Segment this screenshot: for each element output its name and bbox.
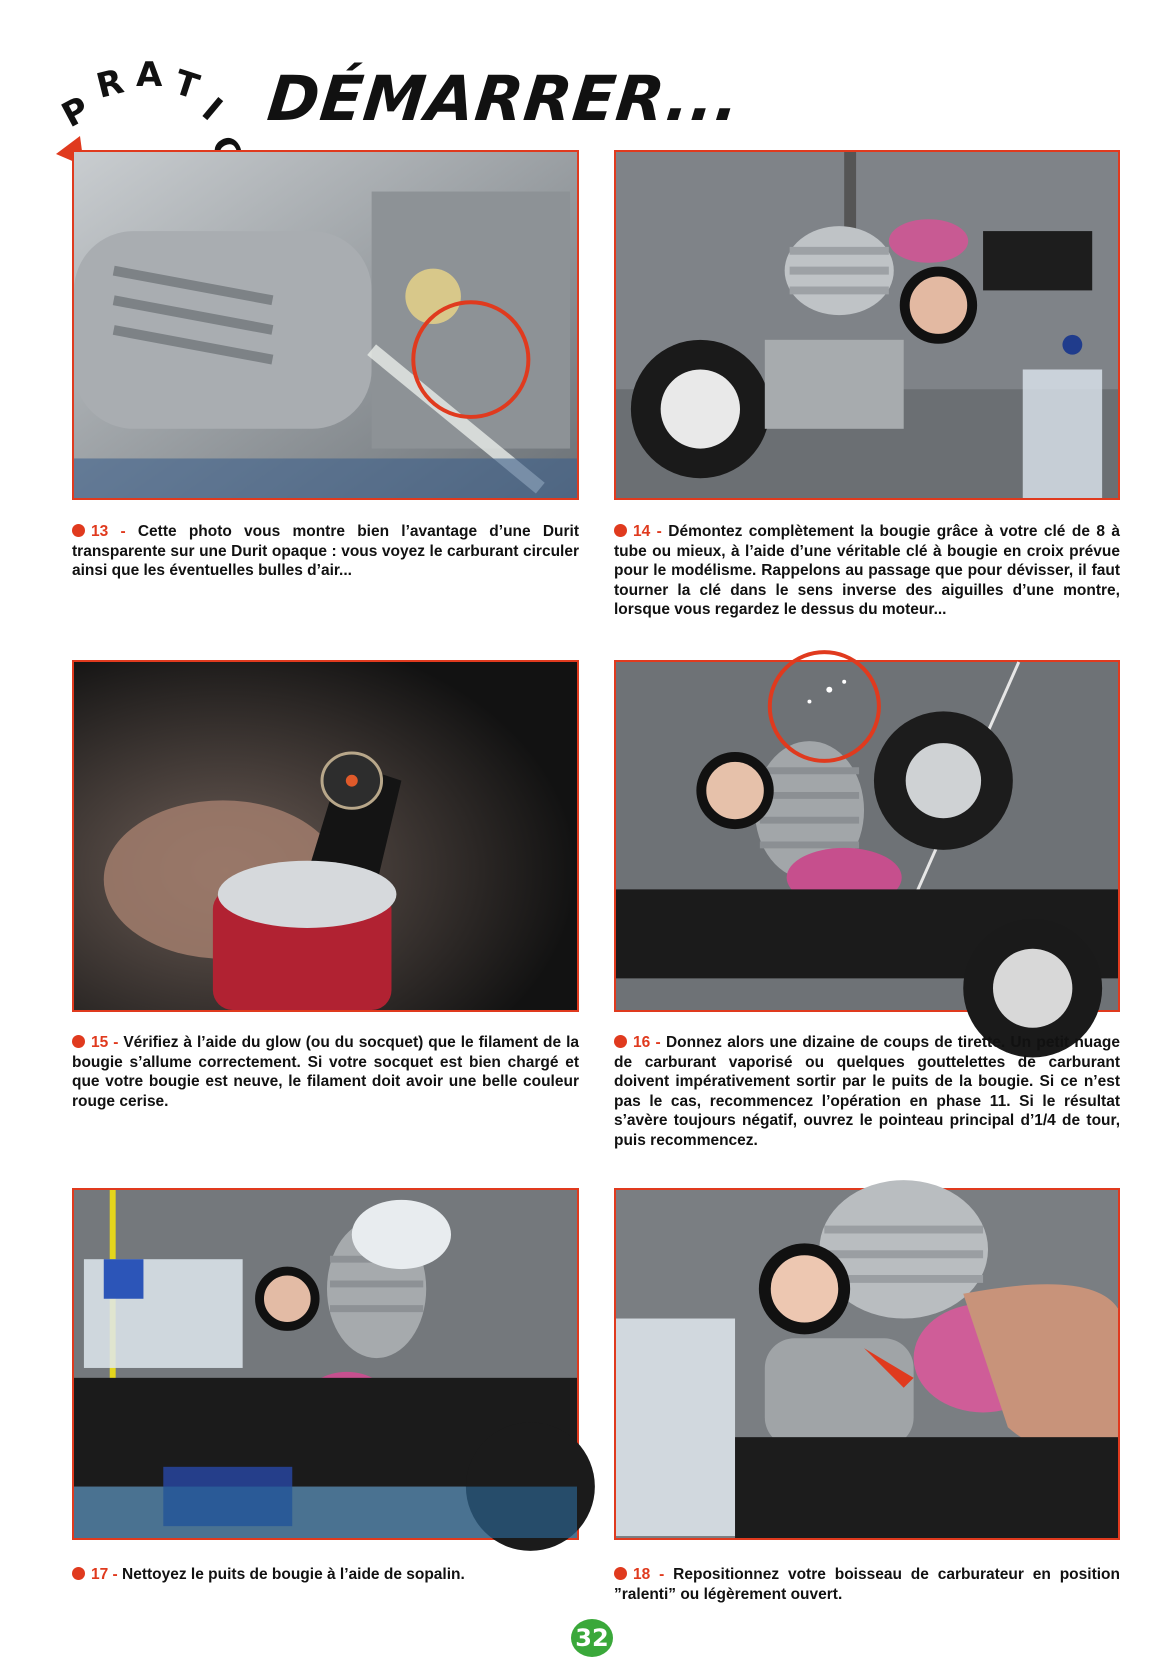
caption-step-17: 17 - Nettoyez le puits de bougie à l’aide de sopalin. xyxy=(72,1565,579,1585)
svg-text:T: T xyxy=(169,62,204,108)
bullet-icon xyxy=(72,1567,85,1580)
bullet-icon xyxy=(614,1567,627,1580)
caption-step-16: 16 - Donnez alors une dizaine de coups de tirette. Un petit nuage de carburant vaporisé ou quelques gouttelettes de carburant doivent impérativement sortir par le puits de la bougie. Si ce n’est pas le cas, recommencez l’opération en phase 11. Si le résultat s’avère toujours négatif, ouvrez le pointeau principal d’1/4 de tour, puis recommencez. xyxy=(614,1034,1120,1149)
badge-letter: P xyxy=(55,88,97,136)
bullet-icon xyxy=(72,524,85,537)
photo-step-16 xyxy=(614,660,1120,1012)
photo-step-18 xyxy=(614,1188,1120,1540)
bullet-icon xyxy=(614,1035,627,1048)
page-number: 32 xyxy=(571,1619,613,1657)
photo-step-14 xyxy=(614,150,1120,500)
bullet-icon xyxy=(72,1035,85,1048)
bullet-icon xyxy=(614,524,627,537)
photo-step-15 xyxy=(72,660,579,1012)
caption-step-15: 15 - Vérifiez à l’aide du glow (ou du socquet) que le filament de la bougie s’allume correctement. Si votre socquet est bien chargé et que votre bougie est neuve, le filament doit avoir une belle couleur rouge cerise. xyxy=(72,1034,579,1110)
photo-step-17 xyxy=(72,1188,579,1540)
caption-step-13: 13 - Cette photo vous montre bien l’avantage d’une Durit transparente sur une Durit opaque : vous voyez le carburant circuler ainsi que les éventuelles bulles d’air... xyxy=(72,523,579,580)
page-title: DÉMARRER... xyxy=(264,62,744,135)
svg-text:A: A xyxy=(136,55,163,95)
photo-step-13 xyxy=(72,150,579,500)
caption-step-18: 18 - Repositionnez votre boisseau de carburateur en position ”ralenti” ou légèrement ouvert. xyxy=(614,1566,1120,1603)
svg-text:R: R xyxy=(92,61,128,107)
svg-text:I: I xyxy=(194,90,230,130)
caption-step-14: 14 - Démontez complètement la bougie grâce à votre clé de 8 à tube ou mieux, à l’aide d’une véritable clé à bougie en croix prévue pour le modélisme. Rappelons au passage que pour dévisser, il faut tourner la clé dans le sens inverse des aiguilles d’une montre, lorsque vous regardez le dessus du moteur... xyxy=(614,523,1120,619)
